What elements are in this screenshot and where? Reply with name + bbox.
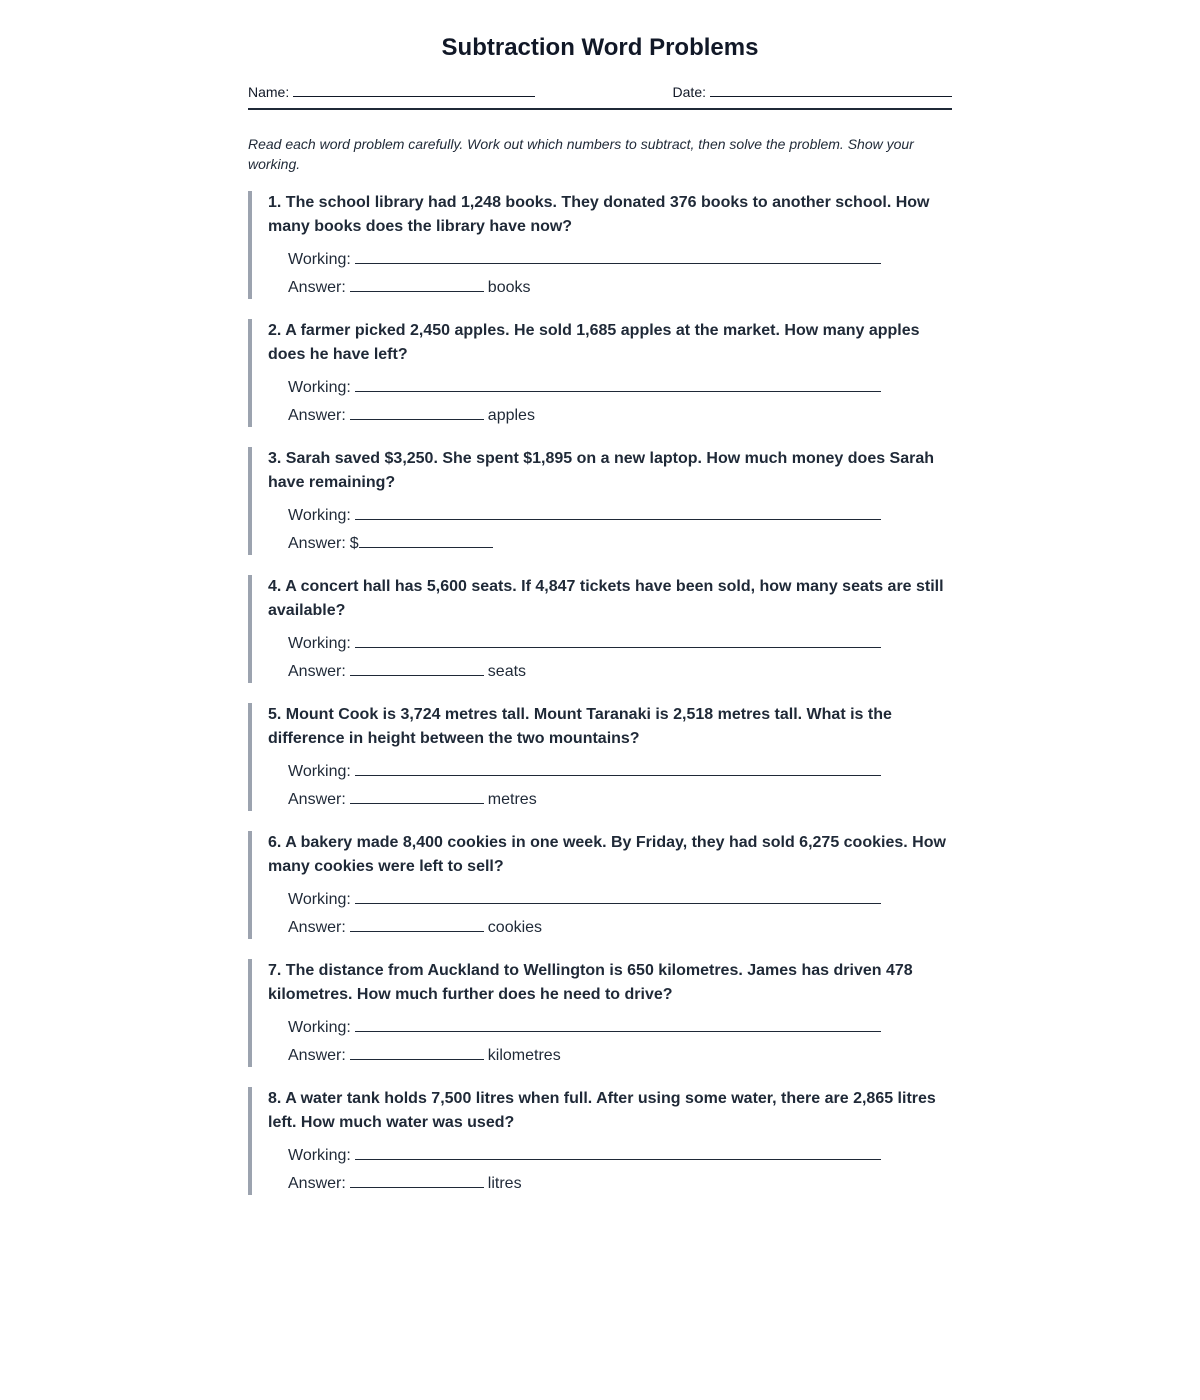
worksheet	[248, 0, 952, 1215]
name-date-header	[248, 80, 952, 110]
answer-label: Answer:	[288, 791, 346, 808]
working-line	[288, 1145, 881, 1165]
problem-item	[248, 575, 952, 683]
working-label: Working:	[288, 1019, 351, 1036]
problem-item	[248, 959, 952, 1067]
problem-list	[248, 191, 952, 1195]
problem-question: 8. A water tank holds 7,500 litres when full. After using some water, there are 2,865 litres left. How much water was used?	[268, 1090, 936, 1131]
answer-line	[288, 405, 535, 425]
instructions: Read each word problem carefully. Work out which numbers to subtract, then solve the problem. Show your working.	[248, 136, 914, 172]
page-title: Subtraction Word Problems	[441, 34, 759, 61]
answer-label: Answer:	[288, 279, 346, 296]
problem-question: 1. The school library had 1,248 books. They donated 376 books to another school. How many books does the library have now?	[268, 194, 930, 235]
problem-question: 6. A bakery made 8,400 cookies in one week. By Friday, they had sold 6,275 cookies. How many cookies were left to sell?	[268, 834, 946, 875]
answer-blank[interactable]	[350, 277, 484, 292]
problem-item	[248, 319, 952, 427]
answer-prefix: $	[349, 535, 359, 552]
answer-blank[interactable]	[350, 661, 484, 676]
answer-unit: apples	[487, 407, 535, 424]
answer-label: Answer:	[288, 1175, 346, 1192]
name-blank[interactable]	[293, 82, 535, 97]
working-line	[288, 377, 881, 397]
answer-label: Answer:	[288, 535, 346, 552]
working-line	[288, 1017, 881, 1037]
answer-label: Answer:	[288, 407, 346, 424]
answer-unit: kilometres	[487, 1047, 561, 1064]
working-blank[interactable]	[355, 1017, 881, 1032]
answer-line	[288, 1045, 561, 1065]
answer-blank[interactable]	[350, 1045, 484, 1060]
answer-blank[interactable]	[350, 917, 484, 932]
working-label: Working:	[288, 635, 351, 652]
date-label: Date:	[672, 84, 706, 100]
answer-unit: books	[487, 279, 531, 296]
answer-line	[288, 533, 497, 553]
problem-question: 4. A concert hall has 5,600 seats. If 4,847 tickets have been sold, how many seats are still available?	[268, 578, 944, 619]
problem-item	[248, 831, 952, 939]
problem-question: 2. A farmer picked 2,450 apples. He sold 1,685 apples at the market. How many apples does he have left?	[268, 322, 920, 363]
answer-line	[288, 917, 542, 937]
answer-blank[interactable]	[350, 789, 484, 804]
working-blank[interactable]	[355, 633, 881, 648]
working-blank[interactable]	[355, 505, 881, 520]
answer-unit: seats	[487, 663, 527, 680]
answer-unit: litres	[487, 1175, 522, 1192]
problem-item	[248, 191, 952, 299]
name-field	[248, 82, 535, 100]
date-field	[673, 82, 952, 100]
answer-unit: metres	[487, 791, 537, 808]
working-blank[interactable]	[355, 761, 881, 776]
working-line	[288, 633, 881, 653]
answer-blank[interactable]	[350, 405, 484, 420]
working-line	[288, 249, 881, 269]
answer-label: Answer:	[288, 663, 346, 680]
answer-blank[interactable]	[350, 1173, 484, 1188]
working-label: Working:	[288, 251, 351, 268]
problem-item	[248, 447, 952, 555]
problem-question: 3. Sarah saved $3,250. She spent $1,895 on a new laptop. How much money does Sarah have remaining?	[268, 450, 935, 491]
working-label: Working:	[288, 379, 351, 396]
answer-line	[288, 789, 537, 809]
problem-question: 7. The distance from Auckland to Wellington is 650 kilometres. James has driven 478 kilometres. How much further does he need to drive?	[268, 962, 913, 1003]
working-label: Working:	[288, 507, 351, 524]
working-label: Working:	[288, 891, 351, 908]
answer-label: Answer:	[288, 1047, 346, 1064]
working-line	[288, 505, 881, 525]
working-blank[interactable]	[355, 249, 881, 264]
answer-line	[288, 277, 531, 297]
working-blank[interactable]	[355, 377, 881, 392]
problem-item	[248, 1087, 952, 1195]
working-line	[288, 761, 881, 781]
answer-unit: cookies	[487, 919, 543, 936]
working-blank[interactable]	[355, 889, 881, 904]
answer-label: Answer:	[288, 919, 346, 936]
name-label: Name:	[248, 84, 290, 100]
problem-question: 5. Mount Cook is 3,724 metres tall. Mount Taranaki is 2,518 metres tall. What is the difference in height between the two mountains?	[268, 706, 892, 747]
answer-line	[288, 661, 526, 681]
working-label: Working:	[288, 1147, 351, 1164]
answer-line	[288, 1173, 522, 1193]
date-blank[interactable]	[710, 82, 952, 97]
working-label: Working:	[288, 763, 351, 780]
working-line	[288, 889, 881, 909]
answer-blank[interactable]	[359, 533, 493, 548]
working-blank[interactable]	[355, 1145, 881, 1160]
problem-item	[248, 703, 952, 811]
